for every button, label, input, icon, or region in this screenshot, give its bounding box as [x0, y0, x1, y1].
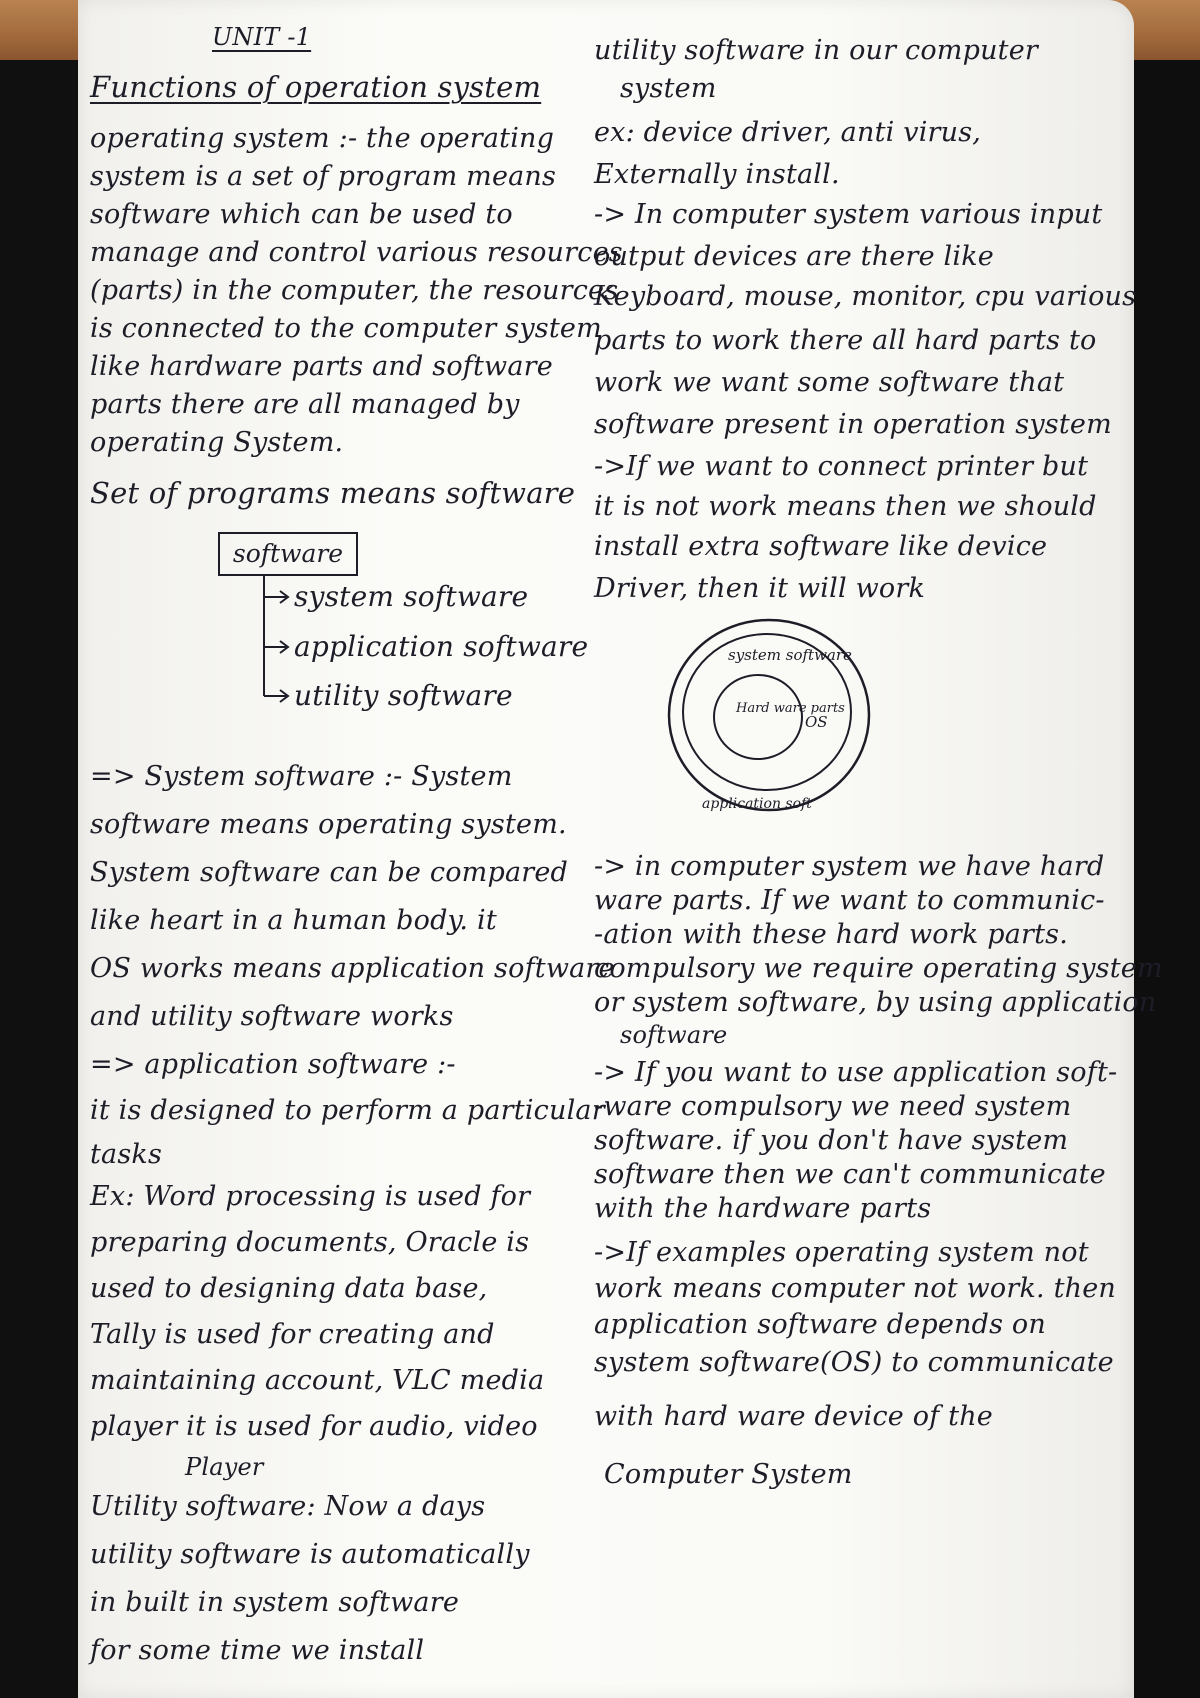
- right-line: Computer System: [604, 1459, 853, 1490]
- right-line: or system software, by using application: [594, 987, 1157, 1018]
- left-line: it is designed to perform a particular: [90, 1095, 605, 1126]
- left-line: manage and control various resources: [90, 237, 623, 268]
- left-line: tasks: [90, 1139, 163, 1170]
- page-title: Functions of operation system: [90, 70, 542, 104]
- diagram-os-label: OS: [805, 713, 828, 731]
- table-surface-left: [0, 0, 78, 1698]
- left-line: and utility software works: [90, 1001, 454, 1032]
- right-line: -ware compulsory we need system: [594, 1091, 1072, 1122]
- right-line: software present in operation system: [594, 409, 1112, 440]
- right-line: -> If you want to use application soft-: [594, 1057, 1118, 1088]
- left-line: => application software :-: [90, 1049, 456, 1080]
- right-line: application software depends on: [594, 1309, 1046, 1340]
- left-line: operating System.: [90, 427, 344, 458]
- tree-child-system-software: system software: [294, 580, 529, 613]
- right-line: system software(OS) to communicate: [594, 1347, 1114, 1378]
- left-line: system is a set of program means: [90, 161, 557, 192]
- unit-heading: UNIT -1: [212, 23, 312, 51]
- left-line: like heart in a human body. it: [90, 905, 497, 936]
- diagram-outer-label: application soft: [702, 796, 812, 812]
- right-line: output devices are there like: [594, 241, 994, 272]
- right-line: ware parts. If we want to communic-: [594, 885, 1105, 916]
- left-line: preparing documents, Oracle is: [90, 1227, 530, 1258]
- right-line: install extra software like device: [594, 531, 1048, 562]
- right-line: ->If we want to connect printer but: [594, 451, 1089, 482]
- left-line: for some time we install: [90, 1635, 425, 1666]
- left-line: System software can be compared: [90, 857, 569, 888]
- right-line: Externally install.: [594, 159, 840, 190]
- right-line: Driver, then it will work: [594, 573, 926, 604]
- right-line: parts to work there all hard parts to: [594, 325, 1097, 356]
- left-line: operating system :- the operating: [90, 123, 555, 154]
- diagram-inner-label: Hard ware parts: [736, 701, 845, 716]
- left-line: used to designing data base,: [90, 1273, 488, 1304]
- right-line: software. if you don't have system: [594, 1125, 1069, 1156]
- right-line: ex: device driver, anti virus,: [594, 117, 982, 148]
- right-line: system: [620, 73, 717, 104]
- right-line: with the hardware parts: [594, 1193, 932, 1224]
- right-line: work means computer not work. then: [594, 1273, 1116, 1304]
- left-line-utility-heading: Utility software: Now a days: [90, 1491, 486, 1522]
- diagram-middle-label: system software: [728, 646, 852, 664]
- left-line: maintaining account, VLC media: [90, 1365, 545, 1396]
- right-line: -> in computer system we have hard: [594, 851, 1105, 882]
- left-line: parts there are all managed by: [90, 389, 520, 420]
- left-line: utility software is automatically: [90, 1539, 530, 1570]
- right-line: -ation with these hard work parts.: [594, 919, 1068, 950]
- right-line: Keyboard, mouse, monitor, cpu various: [594, 281, 1137, 312]
- right-line: it is not work means then we should: [594, 491, 1097, 522]
- left-line: Set of programs means software: [90, 476, 576, 510]
- right-line: software then we can't communicate: [594, 1159, 1106, 1190]
- right-line: utility software in our computer: [594, 35, 1038, 66]
- left-line: in built in system software: [90, 1587, 460, 1618]
- left-line: software means operating system.: [90, 809, 567, 840]
- left-line: OS works means application software: [90, 953, 615, 984]
- right-line: compulsory we require operating system: [594, 953, 1163, 984]
- left-line: Player: [185, 1453, 264, 1481]
- left-line: Tally is used for creating and: [90, 1319, 495, 1350]
- left-line: software which can be used to: [90, 199, 513, 230]
- left-line: (parts) in the computer, the resources: [90, 275, 619, 306]
- table-surface-right: [1134, 0, 1200, 1698]
- left-line: player it is used for audio, video: [90, 1411, 538, 1442]
- tree-child-application-software: application software: [294, 630, 589, 663]
- left-line: Ex: Word processing is used for: [90, 1181, 531, 1212]
- right-line: work we want some software that: [594, 367, 1065, 398]
- left-line: is connected to the computer system: [90, 313, 602, 344]
- right-line: ->If examples operating system not: [594, 1237, 1089, 1268]
- right-line: with hard ware device of the: [594, 1401, 993, 1432]
- left-line: like hardware parts and software: [90, 351, 553, 382]
- right-line: software: [620, 1021, 728, 1049]
- tree-child-utility-software: utility software: [294, 679, 513, 712]
- left-line: => System software :- System: [90, 761, 513, 792]
- right-line: -> In computer system various input: [594, 199, 1103, 230]
- tree-root-software: software: [218, 532, 358, 576]
